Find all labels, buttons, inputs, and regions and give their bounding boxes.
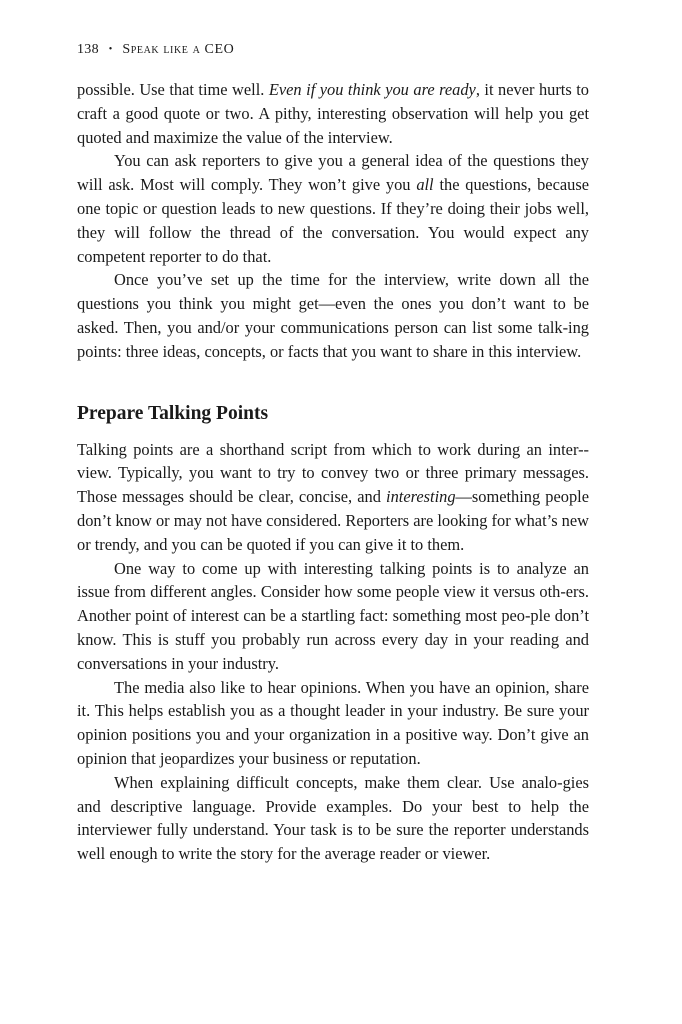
- paragraph: The media also like to hear opinions. When you have an opinion, share it. This helps establish you as a thought leader in your industry. Be sure your opinion positions you and your organization in a positive way. Don’t give an opinion that jeopardizes your business or reputation.: [77, 677, 589, 768]
- paragraph: Talking points are a shorthand script from which to work during an inter-view. Typically, you want to try to convey two or three primary messages. Those messages should be clear, concise, and interesting—something people don’t know or may not have considered. Reporters are looking for what’s new or trendy, and you can be quoted if you can give it to them.: [77, 439, 589, 554]
- book-title: Speak like a CEO: [122, 42, 235, 57]
- page-number: 138: [77, 42, 99, 57]
- running-head: [77, 40, 589, 60]
- paragraph: Once you’ve set up the time for the interview, write down all the questions you think you might get—even the ones you don’t want to be asked. Then, you and/or your communications person can list some talk-ing points: three ideas, concepts, or facts that you want to share in this interview.: [77, 270, 589, 361]
- section-heading: Prepare Talking Points: [77, 402, 269, 424]
- paragraph: You can ask reporters to give you a general idea of the questions they will ask. Most will comply. They won’t give you all the questions, because one topic or question leads to new questions. If they’re doing their jobs well, they will follow the thread of the conversation. You would expect any competent reporter to do that.: [77, 151, 589, 266]
- paragraph: When explaining difficult concepts, make them clear. Use analo-gies and descriptive language. Provide examples. Do your best to help the interviewer fully understand. Your task is to be sure the reporter understands well enough to write the story for the average reader or viewer.: [77, 772, 589, 864]
- book-page: [77, 40, 589, 866]
- header-separator: •: [108, 44, 113, 55]
- emphasis-text: interesting: [386, 487, 456, 507]
- emphasis-text: Even if you think you are ready: [268, 80, 476, 99]
- paragraph: possible. Use that time well. Even if you think you are ready, it never hurts to craft a good quote or two. A pithy, interesting observation will help you get quoted and maximize the value of the interview.: [77, 80, 589, 147]
- emphasis-text: all: [416, 175, 434, 195]
- paragraph: One way to come up with interesting talking points is to analyze an issue from different angles. Consider how some people view it versus oth-ers. Another point of interest can be a startling fact: something most peo-ple don’t know. This is stuff you probably run across every day in your reading and conversations in your industry.: [77, 558, 589, 673]
